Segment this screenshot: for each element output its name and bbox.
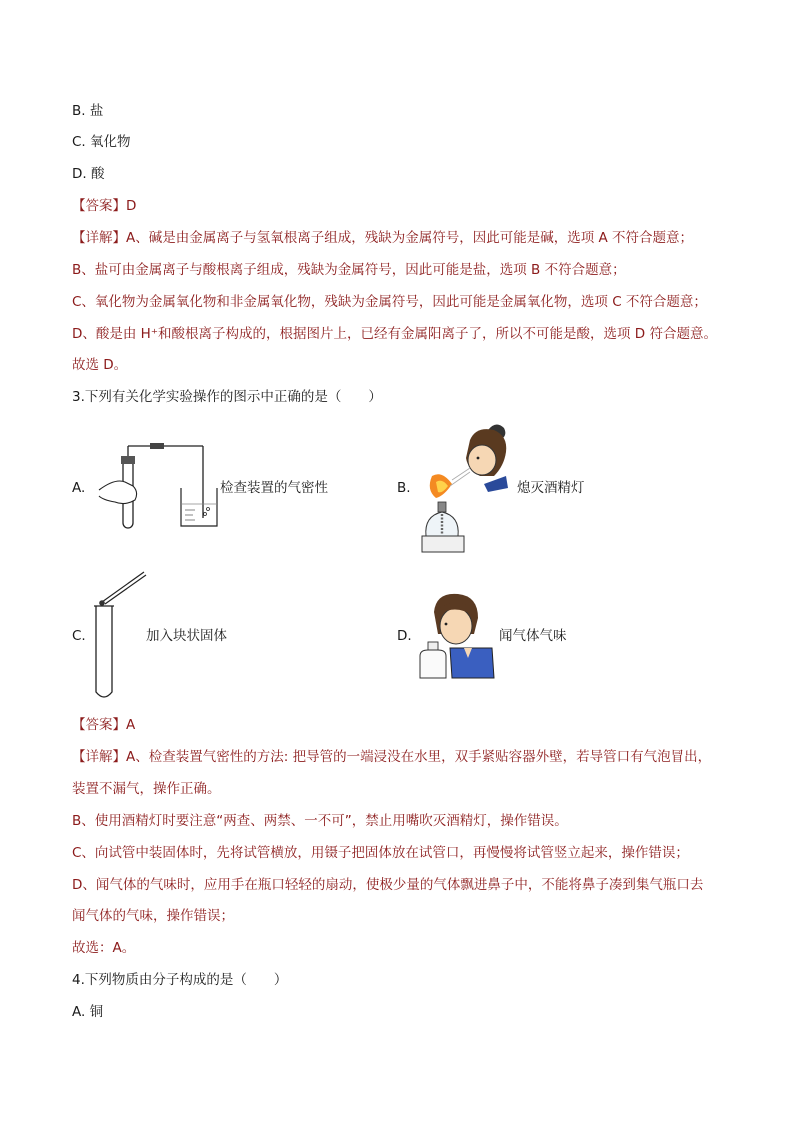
detail-q3-c: C、向试管中装固体时，先将试管横放，用镊子把固体放在试管口，再慢慢将试管竖立起来，操作错误； bbox=[72, 845, 689, 861]
option-d-letter: D. bbox=[397, 628, 412, 644]
detail-q3-a-1: 【详解】A、检查装置气密性的方法: 把导管的一端浸没在水里，双手紧贴容器外壁，若导管口有气泡冒出， bbox=[72, 749, 712, 765]
option-b-caption: 熄灭酒精灯 bbox=[517, 480, 585, 496]
answer-q2: 【答案】D bbox=[72, 198, 137, 214]
detail-q2-c: C、氧化物为金属氧化物和非金属氧化物，残缺为金属符号，因此可能是金属氧化物，选项 C 不符合题意； bbox=[72, 294, 707, 310]
detail-q3-a-2: 装置不漏气，操作正确。 bbox=[72, 781, 221, 797]
option-a-letter: A. bbox=[72, 480, 86, 496]
option-d: D. 酸 bbox=[72, 166, 105, 182]
blowing-lamp-illustration bbox=[418, 418, 518, 558]
detail-q3-d-2: 闻气体的气味，操作错误； bbox=[72, 908, 234, 924]
option-b-letter: B. bbox=[397, 480, 411, 496]
question-3-stem: 3.下列有关化学实验操作的图示中正确的是（ ） bbox=[72, 389, 382, 405]
question-4-stem: 4.下列物质由分子构成的是（ ） bbox=[72, 972, 288, 988]
detail-q3-d-1: D、闻气体的气味时，应用手在瓶口轻轻的扇动，使极少量的气体飘进鼻子中，不能将鼻子凑到集气瓶口去 bbox=[72, 877, 704, 893]
conclusion-q3: 故选：A。 bbox=[72, 940, 136, 956]
option-b: B. 盐 bbox=[72, 103, 104, 119]
detail-q2-a: 【详解】A、碱是由金属离子与氢氧根离子组成，残缺为金属符号，因此可能是碱，选项 A 不符合题意； bbox=[72, 230, 694, 246]
detail-q2-d: D、酸是由 H⁺和酸根离子构成的，根据图片上，已经有金属阳离子了，所以不可能是酸，选项 D 符合题意。 bbox=[72, 326, 717, 342]
option-d-caption: 闻气体气味 bbox=[499, 628, 567, 644]
detail-q3-b: B、使用酒精灯时要注意“两查、两禁、一不可”，禁止用嘴吹灭酒精灯，操作错误。 bbox=[72, 813, 568, 829]
option-a-caption: 检查装置的气密性 bbox=[220, 480, 328, 496]
question-4-option-a: A. 铜 bbox=[72, 1004, 104, 1020]
conclusion-q2: 故选 D。 bbox=[72, 357, 128, 373]
airtightness-check-illustration bbox=[95, 440, 225, 535]
option-c-caption: 加入块状固体 bbox=[146, 628, 227, 644]
option-c: C. 氧化物 bbox=[72, 134, 131, 150]
option-c-letter: C. bbox=[72, 628, 86, 644]
answer-q3: 【答案】A bbox=[72, 717, 136, 733]
smelling-gas-illustration bbox=[416, 590, 496, 680]
detail-q2-b: B、盐可由金属离子与酸根离子组成，残缺为金属符号，因此可能是盐，选项 B 不符合题意； bbox=[72, 262, 626, 278]
